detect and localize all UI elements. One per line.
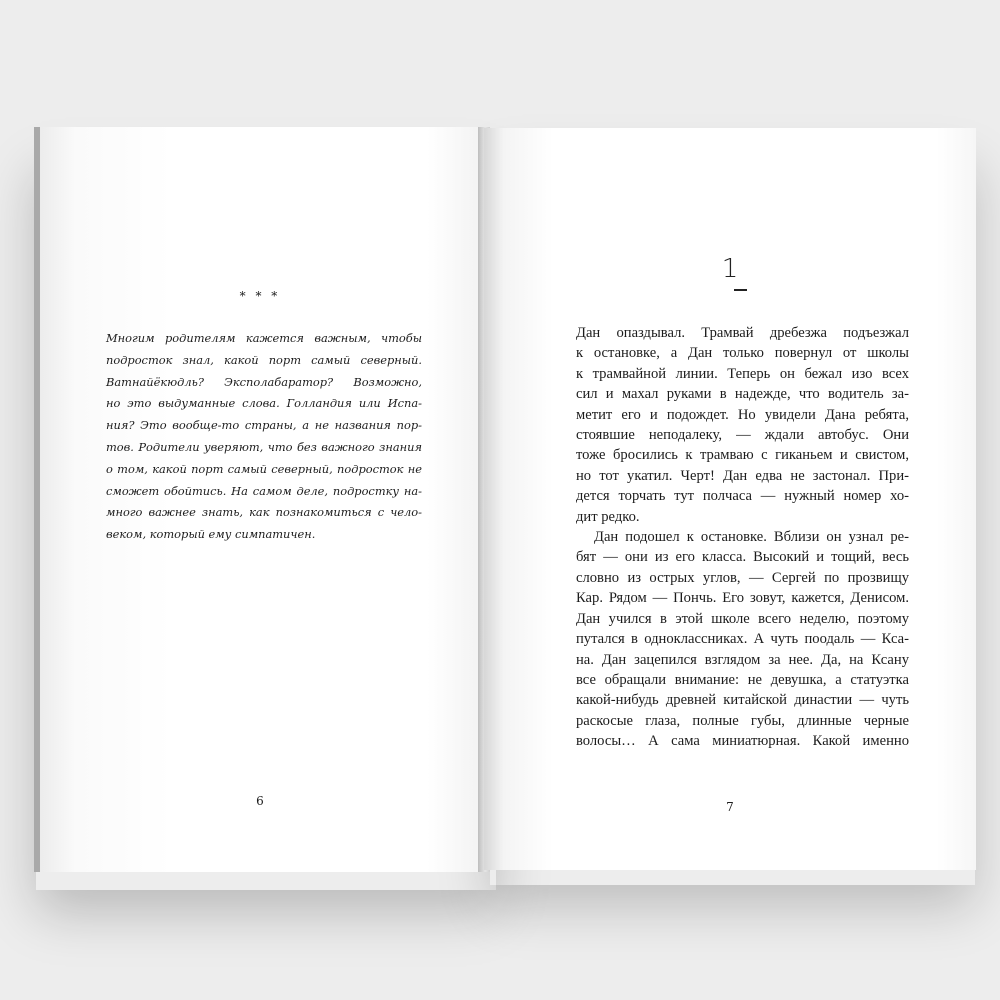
epigraph-line: Ватнайёкюдль? Эксполабаратор? Возможно, xyxy=(106,374,422,389)
body-line: раскосые глаза, полные губы, длинные черные xyxy=(576,712,909,729)
body-line: на. Дан зацепился взглядом за нее. Да, на Ксану xyxy=(576,651,909,668)
epigraph-line: подросток знал, какой порт самый северный. xyxy=(106,352,422,367)
epigraph-line: но это выдуманные слова. Голландия или Испа- xyxy=(106,396,422,411)
epigraph xyxy=(106,328,422,546)
body-line: дит редко. xyxy=(576,508,640,525)
body-line: стоявшие неподалеку, — ждали автобус. Они xyxy=(576,427,909,444)
body-line: Дан опаздывал. Трамвай дребезжа подъезжал xyxy=(576,325,909,341)
epigraph-line: Многим родителям кажется важным, чтобы xyxy=(106,331,422,345)
epigraph-line: о том, какой порт самый северный, подросток не xyxy=(106,461,422,476)
body-line: какой-нибудь древней китайской династии — чуть xyxy=(576,692,909,709)
body-line: Дан подошел к остановке. Вблизи он узнал ре- xyxy=(594,529,909,546)
epigraph-line: много важнее знать, как познакомиться с чело- xyxy=(106,505,422,520)
body-line: Кар. Рядом — Пончь. Его зовут, кажется, Денисом. xyxy=(576,590,909,607)
body-line: все обращали внимание: не девушка, а статуэтка xyxy=(576,671,909,688)
body-line: тоже бросились к трамваю с гиканьем и свистом, xyxy=(576,447,909,464)
chapter-rule xyxy=(734,289,747,291)
body-line: путался в одноклассниках. А чуть поодаль — Кса- xyxy=(576,631,909,648)
body-line: сил и махал руками в надежде, что водитель за- xyxy=(576,386,909,403)
body-line: бят — они из его класса. Высокий и тощий, весь xyxy=(576,549,909,566)
body-line: метит его и подождет. Но увидели Дана ребята, xyxy=(576,406,909,423)
epigraph-line: ния? Это вообще-то страны, а не названия пор- xyxy=(106,418,422,433)
body-line: волосы… А сама миниатюрная. Какой именно xyxy=(576,733,909,750)
body-line: Дан учился в этой школе всего неделю, поэтому xyxy=(576,610,909,627)
right-page xyxy=(484,128,976,870)
body-line: но тот укатил. Черт! Дан едва не застонал. При- xyxy=(576,467,909,484)
chapter-number: 1 xyxy=(721,254,739,284)
page-number: 7 xyxy=(726,800,734,814)
body-line: дется торчать тут полчаса — нужный номер хо- xyxy=(576,488,909,505)
body-line: к остановке, а Дан только повернул от школы xyxy=(576,345,909,362)
section-separator: * * * xyxy=(239,289,281,303)
epigraph-line: веком, который ему симпатичен. xyxy=(106,527,316,542)
body-line: словно из острых углов, — Сергей по прозвищу xyxy=(576,569,909,586)
body-line: к трамвайной линии. Теперь он бежал изо всех xyxy=(576,365,909,382)
epigraph-line: тов. Родители уверяют, что без важного знания xyxy=(106,439,422,454)
left-page xyxy=(34,127,480,872)
page-number: 6 xyxy=(256,794,264,808)
body-text xyxy=(576,323,909,752)
epigraph-line: сможет обойтись. На самом деле, подростку на- xyxy=(106,483,422,498)
